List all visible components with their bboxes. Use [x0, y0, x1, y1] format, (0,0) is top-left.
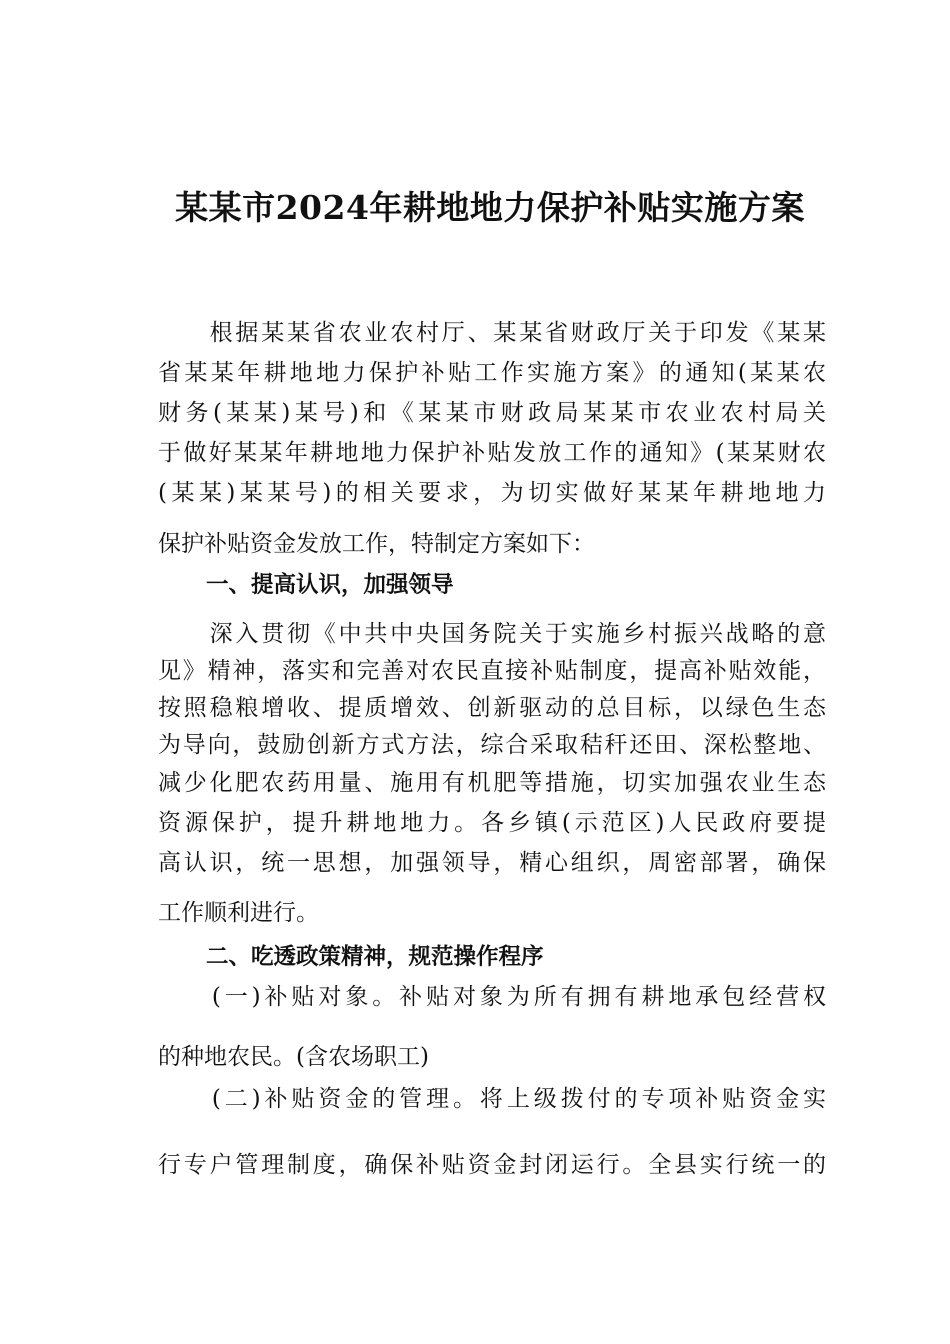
- section-heading: 一、提高认识，加强领导: [206, 572, 454, 598]
- paragraph-line: 深入贯彻《中共中央国务院关于实施乡村振兴战略的意: [158, 621, 826, 647]
- paragraph-line: 财务(某某)某号)和《某某市财政局某某市农业农村局关: [158, 400, 826, 426]
- paragraph-line: 行专户管理制度，确保补贴资金封闭运行。全县实行统一的: [158, 1152, 826, 1178]
- paragraph-line: (一)补贴对象。补贴对象为所有拥有耕地承包经营权: [158, 984, 826, 1010]
- paragraph-line: 资源保护，提升耕地地力。各乡镇(示范区)人民政府要提: [158, 810, 826, 836]
- paragraph-line: (某某)某某号)的相关要求，为切实做好某某年耕地地力: [158, 480, 826, 506]
- paragraph-line: 为导向，鼓励创新方式方法，综合采取秸秆还田、深松整地、: [158, 732, 826, 758]
- paragraph-line: 按照稳粮增收、提质增效、创新驱动的总目标，以绿色生态: [158, 695, 826, 721]
- paragraph-line: 保护补贴资金发放工作，特制定方案如下：: [158, 531, 595, 557]
- paragraph-line: 减少化肥农药用量、施用有机肥等措施，切实加强农业生态: [158, 770, 826, 796]
- paragraph-line: 见》精神，落实和完善对农民直接补贴制度，提高补贴效能，: [158, 658, 826, 684]
- paragraph-line: 省某某年耕地地力保护补贴工作实施方案》的通知(某某农: [158, 360, 826, 386]
- paragraph-line: 工作顺利进行。: [158, 900, 319, 926]
- paragraph-line: 根据某某省农业农村厅、某某省财政厅关于印发《某某: [158, 320, 826, 346]
- section-heading: 二、吃透政策精神，规范操作程序: [206, 944, 544, 970]
- paragraph-line: (二)补贴资金的管理。将上级拨付的专项补贴资金实: [158, 1086, 826, 1112]
- paragraph-line: 的种地农民。(含农场职工): [158, 1044, 429, 1070]
- paragraph-line: 高认识，统一思想，加强领导，精心组织，周密部署，确保: [158, 850, 826, 876]
- paragraph-line: 于做好某某年耕地地力保护补贴发放工作的通知》(某某财农: [158, 440, 826, 466]
- document-title: 某某市2024年耕地地力保护补贴实施方案: [175, 188, 805, 227]
